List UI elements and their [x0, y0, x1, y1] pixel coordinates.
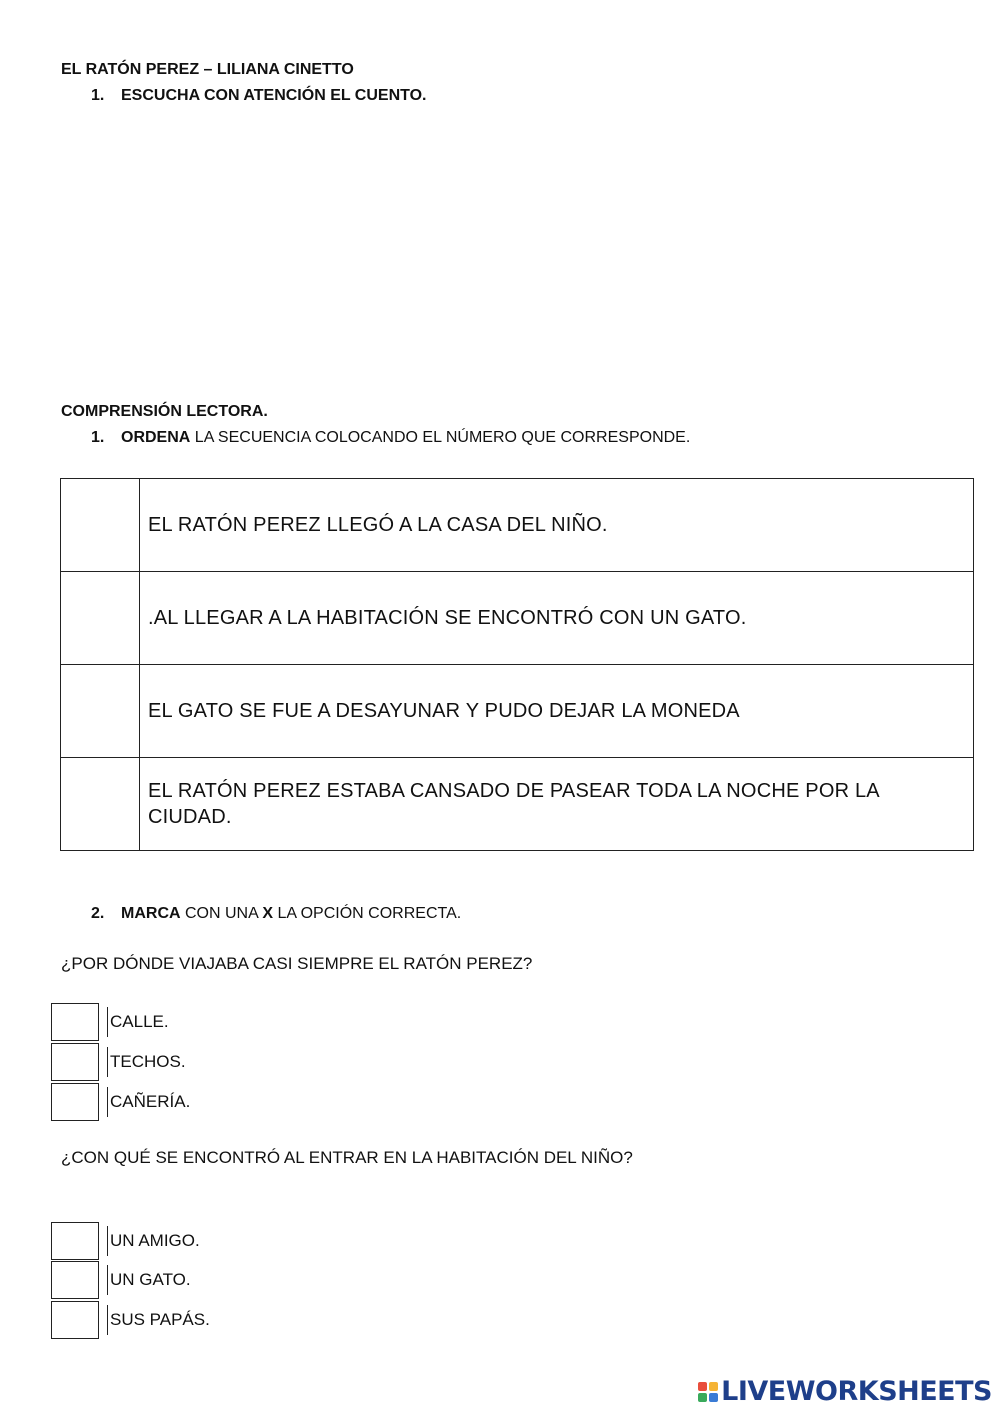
- instruction-number: 2.: [91, 905, 105, 922]
- instruction-keyword-x: X: [262, 905, 274, 922]
- question-1: ¿POR DÓNDE VIAJABA CASI SIEMPRE EL RATÓN PEREZ?: [61, 954, 533, 973]
- worksheet-title: EL RATÓN PEREZ – LILIANA CINETTO: [61, 61, 354, 78]
- option-label: UN GATO.: [107, 1265, 191, 1295]
- instruction-text: LA SECUENCIA COLOCANDO EL NÚMERO QUE CORRESPONDE.: [190, 429, 691, 446]
- sequence-text: EL GATO SE FUE A DESAYUNAR Y PUDO DEJAR LA MONEDA: [140, 665, 974, 758]
- answer-checkbox[interactable]: [51, 1222, 99, 1260]
- table-row: [61, 665, 974, 758]
- sequence-table: [60, 478, 974, 851]
- instruction-keyword: ORDENA: [121, 429, 191, 446]
- option-row: [51, 1002, 169, 1042]
- option-row: [51, 1300, 210, 1340]
- logo-block: [698, 1393, 707, 1402]
- order-instruction: [91, 429, 690, 447]
- answer-checkbox[interactable]: [51, 1261, 99, 1299]
- instruction-text: LA OPCIÓN CORRECTA.: [273, 905, 462, 922]
- sequence-text: EL RATÓN PEREZ LLEGÓ A LA CASA DEL NIÑO.: [140, 479, 974, 572]
- logo-blocks-icon: [698, 1382, 718, 1402]
- option-row: [51, 1221, 200, 1261]
- order-number-field[interactable]: [61, 665, 140, 758]
- sequence-text: .AL LLEGAR A LA HABITACIÓN SE ENCONTRÓ CON UN GATO.: [140, 572, 974, 665]
- liveworksheets-logo: [698, 1376, 992, 1407]
- option-label: TECHOS.: [107, 1047, 186, 1077]
- sequence-text: EL RATÓN PEREZ ESTABA CANSADO DE PASEAR TODA LA NOCHE POR LA CIUDAD.: [140, 758, 974, 851]
- table-row: [61, 479, 974, 572]
- logo-text: LIVEWORKSHEETS: [721, 1376, 992, 1407]
- question-2: ¿CON QUÉ SE ENCONTRÓ AL ENTRAR EN LA HABITACIÓN DEL NIÑO?: [61, 1148, 633, 1167]
- option-label: CAÑERÍA.: [107, 1087, 190, 1117]
- order-number-field[interactable]: [61, 758, 140, 851]
- logo-block: [709, 1393, 718, 1402]
- table-row: [61, 572, 974, 665]
- answer-checkbox[interactable]: [51, 1301, 99, 1339]
- option-row: [51, 1042, 186, 1082]
- option-label: CALLE.: [107, 1007, 169, 1037]
- instruction-text: ESCUCHA CON ATENCIÓN EL CUENTO.: [121, 87, 427, 104]
- answer-checkbox[interactable]: [51, 1043, 99, 1081]
- table-row: [61, 758, 974, 851]
- option-row: [51, 1082, 190, 1122]
- instruction-number: 1.: [91, 87, 105, 104]
- option-label: SUS PAPÁS.: [107, 1305, 210, 1335]
- option-row: [51, 1260, 191, 1300]
- mark-instruction: [91, 905, 461, 923]
- logo-block: [709, 1382, 718, 1391]
- instruction-text: CON UNA: [180, 905, 263, 922]
- instruction-keyword: MARCA: [121, 905, 181, 922]
- order-number-field[interactable]: [61, 479, 140, 572]
- section-title: COMPRENSIÓN LECTORA.: [61, 403, 268, 420]
- instruction-number: 1.: [91, 429, 105, 446]
- listen-instruction: [91, 87, 427, 105]
- option-label: UN AMIGO.: [107, 1226, 200, 1256]
- logo-block: [698, 1382, 707, 1391]
- answer-checkbox[interactable]: [51, 1083, 99, 1121]
- answer-checkbox[interactable]: [51, 1003, 99, 1041]
- order-number-field[interactable]: [61, 572, 140, 665]
